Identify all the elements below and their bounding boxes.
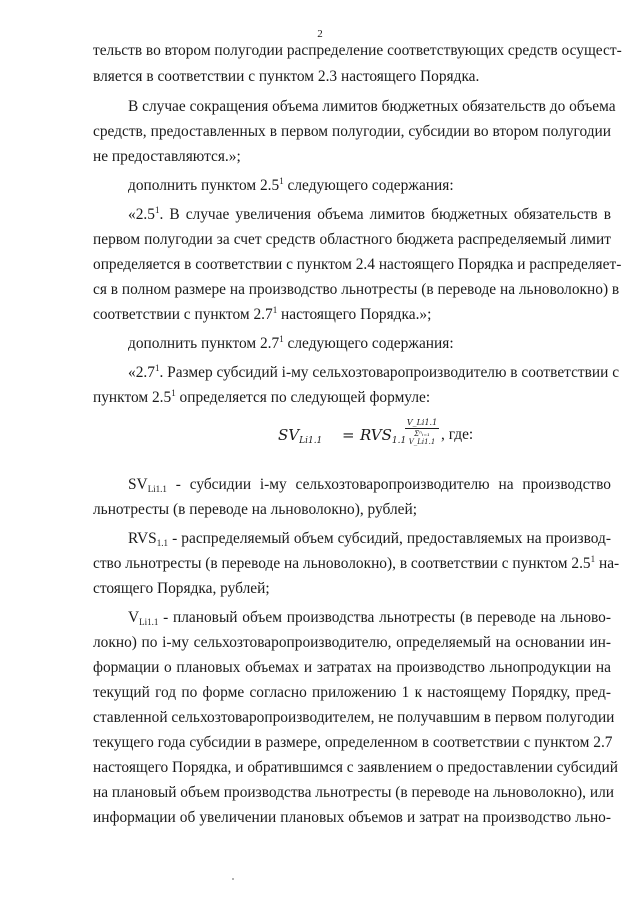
text-line: первом полугодии за счет средств областного бюджета распределяемый лимит: [93, 231, 611, 248]
text-line: ся в полном размере на производство льнотресты (в переводе на льноволокно) в: [93, 281, 620, 298]
text-line: дополнить пунктом $2.5^1$ следующего содержания:: [128, 176, 454, 194]
subsidy-formula: [0, 410, 640, 460]
text-line: текущий год по форме согласно приложению 1 к настоящему Порядку, пред-: [93, 684, 611, 701]
formula-tail: , где:: [441, 426, 474, 443]
formula-equals: =: [342, 426, 355, 444]
formula-numerator: V_Li1.1: [406, 418, 438, 427]
text-line: соответствии с пунктом $2.7^1$ настоящего Порядка.»;: [93, 305, 432, 323]
text-line: вляется в соответствии с пунктом 2.3 настоящего Порядка.: [93, 68, 480, 85]
text-line: В случае сокращения объема лимитов бюджетных обязательств до объема: [128, 98, 616, 115]
text-line: дополнить пунктом $2.7^1$ следующего содержания:: [128, 334, 454, 352]
formula-rvs: $RVS_{1.1}$: [360, 426, 407, 446]
text-line: ство льнотресты (в переводе на льноволокно), в соответствии с пунктом $2.5^1$ на-: [93, 554, 620, 572]
text-line: стоящего Порядка, рублей;: [93, 580, 270, 597]
text-line: «$2.7^1$. Размер субсидий i-му сельхозтоваропроизводителю в соответствии с: [128, 363, 620, 381]
formula-fraction: [405, 418, 439, 446]
text-line: локно) по i-му сельхозтоваропроизводителю, определяемый на основании ин-: [93, 634, 611, 651]
text-line: текущего года субсидии в размере, определенном в соответствии с пунктом 2.7: [93, 734, 613, 751]
text-line: тельств во втором полугодии распределение соответствующих средств осущест-: [93, 42, 622, 59]
formula-lhs: $SV_{Li1.1}$: [278, 426, 323, 446]
text-line: информации об увеличении плановых объемов и затрат на производство льно-: [93, 809, 611, 826]
text-line: $SV_{Li1.1}$ - субсидии i-му сельхозтоваропроизводителю на производство: [128, 476, 611, 494]
text-line: определяется в соответствии с пунктом 2.4 настоящего Порядка и распределяет-: [93, 256, 622, 273]
text-line: не предоставляются.»;: [93, 148, 241, 165]
text-line: $RVS_{1.1}$ - распределяемый объем субсидий, предоставляемых на производ-: [128, 530, 611, 548]
text-line: на плановый объем производства льнотресты (в переводе на льноволокно), или: [93, 784, 615, 801]
scan-dot: [232, 878, 234, 880]
text-line: формации о плановых объемах и затратах на производство льнопродукции на: [93, 659, 611, 676]
text-line: $V_{Li1.1}$ - плановый объем производства льнотресты (в переводе на льново-: [128, 609, 611, 627]
text-line: льнотресты (в переводе на льноволокно), рублей;: [93, 501, 418, 518]
text-line: «$2.5^1$. В случае увеличения объема лимитов бюджетных обязательств в: [128, 205, 611, 223]
text-line: средств, предоставленных в первом полугодии, субсидии во втором полугодии: [93, 123, 611, 140]
page-number: 2: [317, 28, 323, 40]
text-line: ставленной сельхозтоваропроизводителем, не получавшим в первом полугодии: [93, 709, 615, 726]
formula-denominator: Σⁿᵢ₌₁ V_Li1.1: [408, 430, 436, 446]
text-line: пунктом $2.5^1$ определяется по следующей формуле:: [93, 388, 431, 406]
text-line: настоящего Порядка, и обратившимся с заявлением о предоставлении субсидий: [93, 759, 618, 776]
